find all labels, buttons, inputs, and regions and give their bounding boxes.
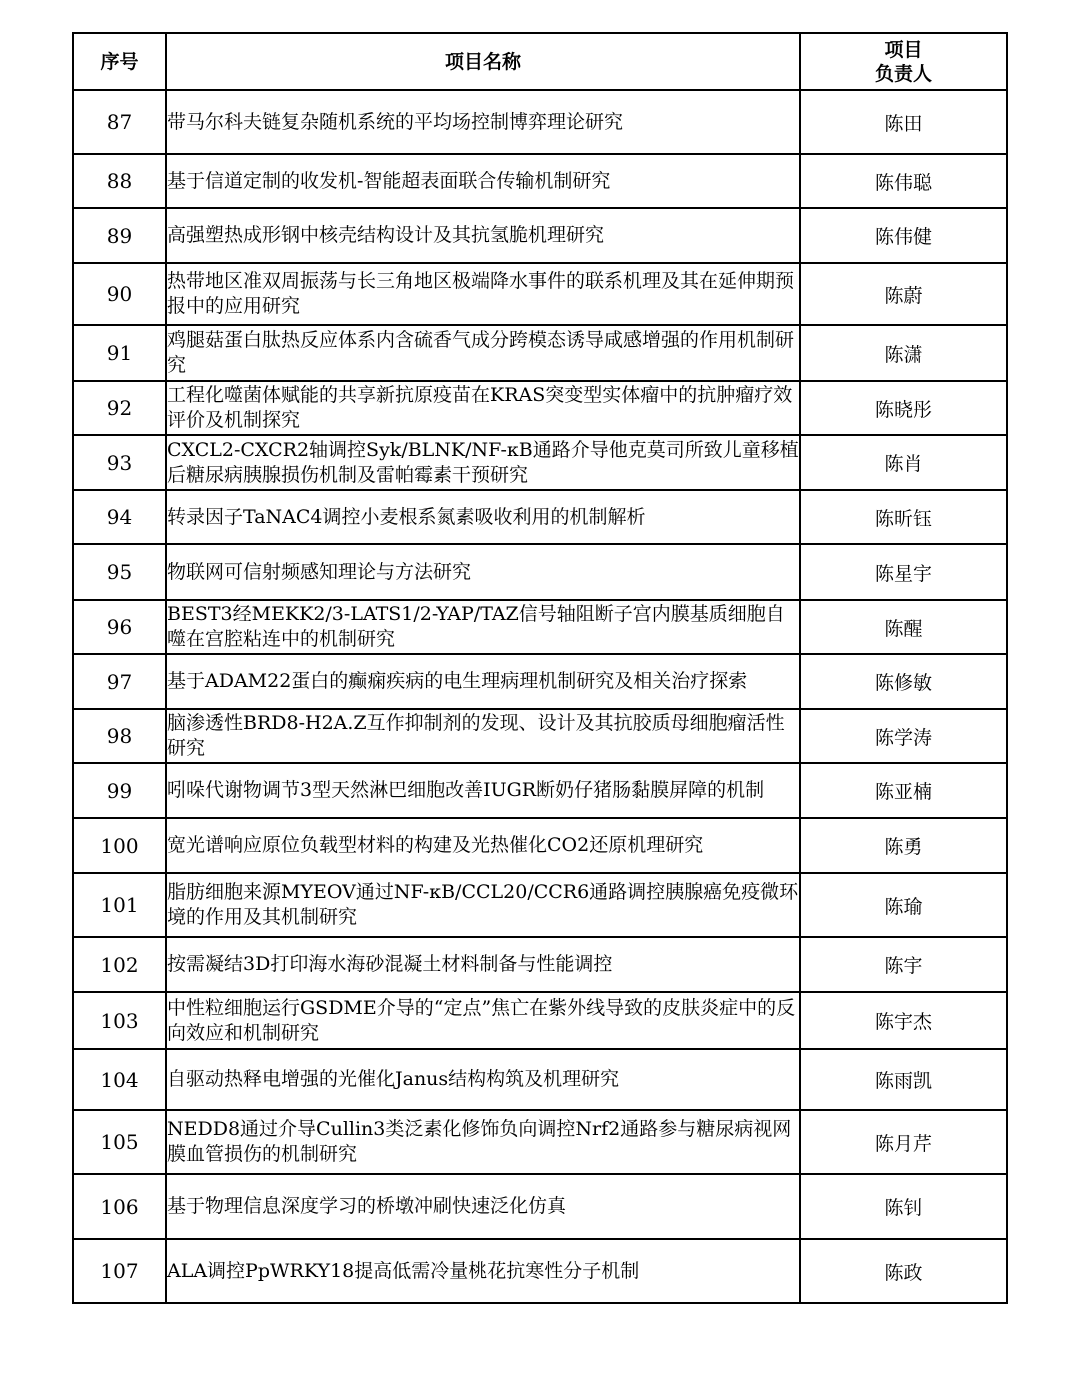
table-row	[73, 544, 1007, 600]
row-project-name: 吲哚代谢物调节3型天然淋巴细胞改善IUGR断奶仔猪肠黏膜屏障的机制	[166, 763, 800, 818]
row-index: 104	[73, 1049, 166, 1110]
project-table	[72, 32, 1008, 1304]
row-project-name: 脑渗透性BRD8-H2A.Z互作抑制剂的发现、设计及其抗胶质母细胞瘤活性研究	[166, 709, 800, 763]
row-leader: 陈晓彤	[800, 381, 1007, 435]
row-leader: 陈亚楠	[800, 763, 1007, 818]
row-leader: 陈蔚	[800, 263, 1007, 325]
row-project-name: 按需凝结3D打印海水海砂混凝土材料制备与性能调控	[166, 937, 800, 992]
table-row	[73, 208, 1007, 263]
row-index: 94	[73, 490, 166, 544]
header-leader	[800, 33, 1007, 90]
row-leader: 陈宇	[800, 937, 1007, 992]
row-leader: 陈雨凯	[800, 1049, 1007, 1110]
table-row	[73, 435, 1007, 490]
table-row	[73, 1174, 1007, 1239]
table-row	[73, 325, 1007, 381]
row-project-name: 鸡腿菇蛋白肽热反应体系内含硫香气成分跨模态诱导咸感增强的作用机制研究	[166, 325, 800, 381]
row-leader: 陈瑜	[800, 873, 1007, 937]
table-row	[73, 1049, 1007, 1110]
row-project-name: 转录因子TaNAC4调控小麦根系氮素吸收利用的机制解析	[166, 490, 800, 544]
table-row	[73, 381, 1007, 435]
row-leader: 陈钊	[800, 1174, 1007, 1239]
row-index: 97	[73, 654, 166, 709]
row-index: 88	[73, 154, 166, 208]
row-index: 93	[73, 435, 166, 490]
row-project-name: 物联网可信射频感知理论与方法研究	[166, 544, 800, 600]
table-row	[73, 154, 1007, 208]
row-leader: 陈修敏	[800, 654, 1007, 709]
row-leader: 陈政	[800, 1239, 1007, 1303]
row-project-name: 工程化噬菌体赋能的共享新抗原疫苗在KRAS突变型实体瘤中的抗肿瘤疗效评价及机制探究	[166, 381, 800, 435]
row-project-name: 带马尔科夫链复杂随机系统的平均场控制博弈理论研究	[166, 90, 800, 154]
row-leader: 陈醒	[800, 600, 1007, 654]
header-index: 序号	[73, 33, 166, 90]
table-row	[73, 709, 1007, 763]
row-index: 95	[73, 544, 166, 600]
header-leader-line2: 负责人	[874, 62, 932, 85]
row-project-name: NEDD8通过介导Cullin3类泛素化修饰负向调控Nrf2通路参与糖尿病视网膜血管损伤的机制研究	[166, 1110, 800, 1174]
row-leader: 陈宇杰	[800, 992, 1007, 1049]
table-row	[73, 1110, 1007, 1174]
row-project-name: 自驱动热释电增强的光催化Janus结构构筑及机理研究	[166, 1049, 800, 1110]
row-project-name: 高强塑热成形钢中核壳结构设计及其抗氢脆机理研究	[166, 208, 800, 263]
row-project-name: 基于物理信息深度学习的桥墩冲刷快速泛化仿真	[166, 1174, 800, 1239]
row-index: 98	[73, 709, 166, 763]
table-row	[73, 873, 1007, 937]
table-row	[73, 992, 1007, 1049]
row-index: 92	[73, 381, 166, 435]
table-row	[73, 1239, 1007, 1303]
table-row	[73, 600, 1007, 654]
row-project-name: 脂肪细胞来源MYEOV通过NF-κB/CCL20/CCR6通路调控胰腺癌免疫微环境的作用及其机制研究	[166, 873, 800, 937]
row-leader: 陈潇	[800, 325, 1007, 381]
table-row	[73, 937, 1007, 992]
table-row	[73, 818, 1007, 873]
row-index: 102	[73, 937, 166, 992]
row-index: 99	[73, 763, 166, 818]
row-project-name: CXCL2-CXCR2轴调控Syk/BLNK/NF-κB通路介导他克莫司所致儿童移植后糖尿病胰腺损伤机制及雷帕霉素干预研究	[166, 435, 800, 490]
table-header-row	[73, 33, 1007, 90]
row-index: 100	[73, 818, 166, 873]
row-project-name: 基于ADAM22蛋白的癫痫疾病的电生理病理机制研究及相关治疗探索	[166, 654, 800, 709]
row-project-name: BEST3经MEKK2/3-LATS1/2-YAP/TAZ信号轴阻断子宫内膜基质细胞自噬在宫腔粘连中的机制研究	[166, 600, 800, 654]
row-leader: 陈昕钰	[800, 490, 1007, 544]
row-project-name: 热带地区准双周振荡与长三角地区极端降水事件的联系机理及其在延伸期预报中的应用研究	[166, 263, 800, 325]
table-row	[73, 90, 1007, 154]
row-leader: 陈伟健	[800, 208, 1007, 263]
header-leader-line1: 项目	[884, 38, 923, 61]
row-project-name: 中性粒细胞运行GSDME介导的“定点”焦亡在紫外线导致的皮肤炎症中的反向效应和机制研究	[166, 992, 800, 1049]
row-leader: 陈学涛	[800, 709, 1007, 763]
row-leader: 陈田	[800, 90, 1007, 154]
row-project-name: 宽光谱响应原位负载型材料的构建及光热催化CO2还原机理研究	[166, 818, 800, 873]
row-index: 106	[73, 1174, 166, 1239]
header-name: 项目名称	[166, 33, 800, 90]
row-leader: 陈星宇	[800, 544, 1007, 600]
row-project-name: ALA调控PpWRKY18提高低需冷量桃花抗寒性分子机制	[166, 1239, 800, 1303]
row-leader: 陈肖	[800, 435, 1007, 490]
row-project-name: 基于信道定制的收发机-智能超表面联合传输机制研究	[166, 154, 800, 208]
table-row	[73, 490, 1007, 544]
table-row	[73, 763, 1007, 818]
row-leader: 陈伟聪	[800, 154, 1007, 208]
row-index: 103	[73, 992, 166, 1049]
row-index: 101	[73, 873, 166, 937]
row-index: 91	[73, 325, 166, 381]
row-index: 105	[73, 1110, 166, 1174]
table-row	[73, 263, 1007, 325]
row-index: 90	[73, 263, 166, 325]
row-index: 107	[73, 1239, 166, 1303]
row-leader: 陈月芹	[800, 1110, 1007, 1174]
table-row	[73, 654, 1007, 709]
row-leader: 陈勇	[800, 818, 1007, 873]
row-index: 89	[73, 208, 166, 263]
row-index: 96	[73, 600, 166, 654]
row-index: 87	[73, 90, 166, 154]
